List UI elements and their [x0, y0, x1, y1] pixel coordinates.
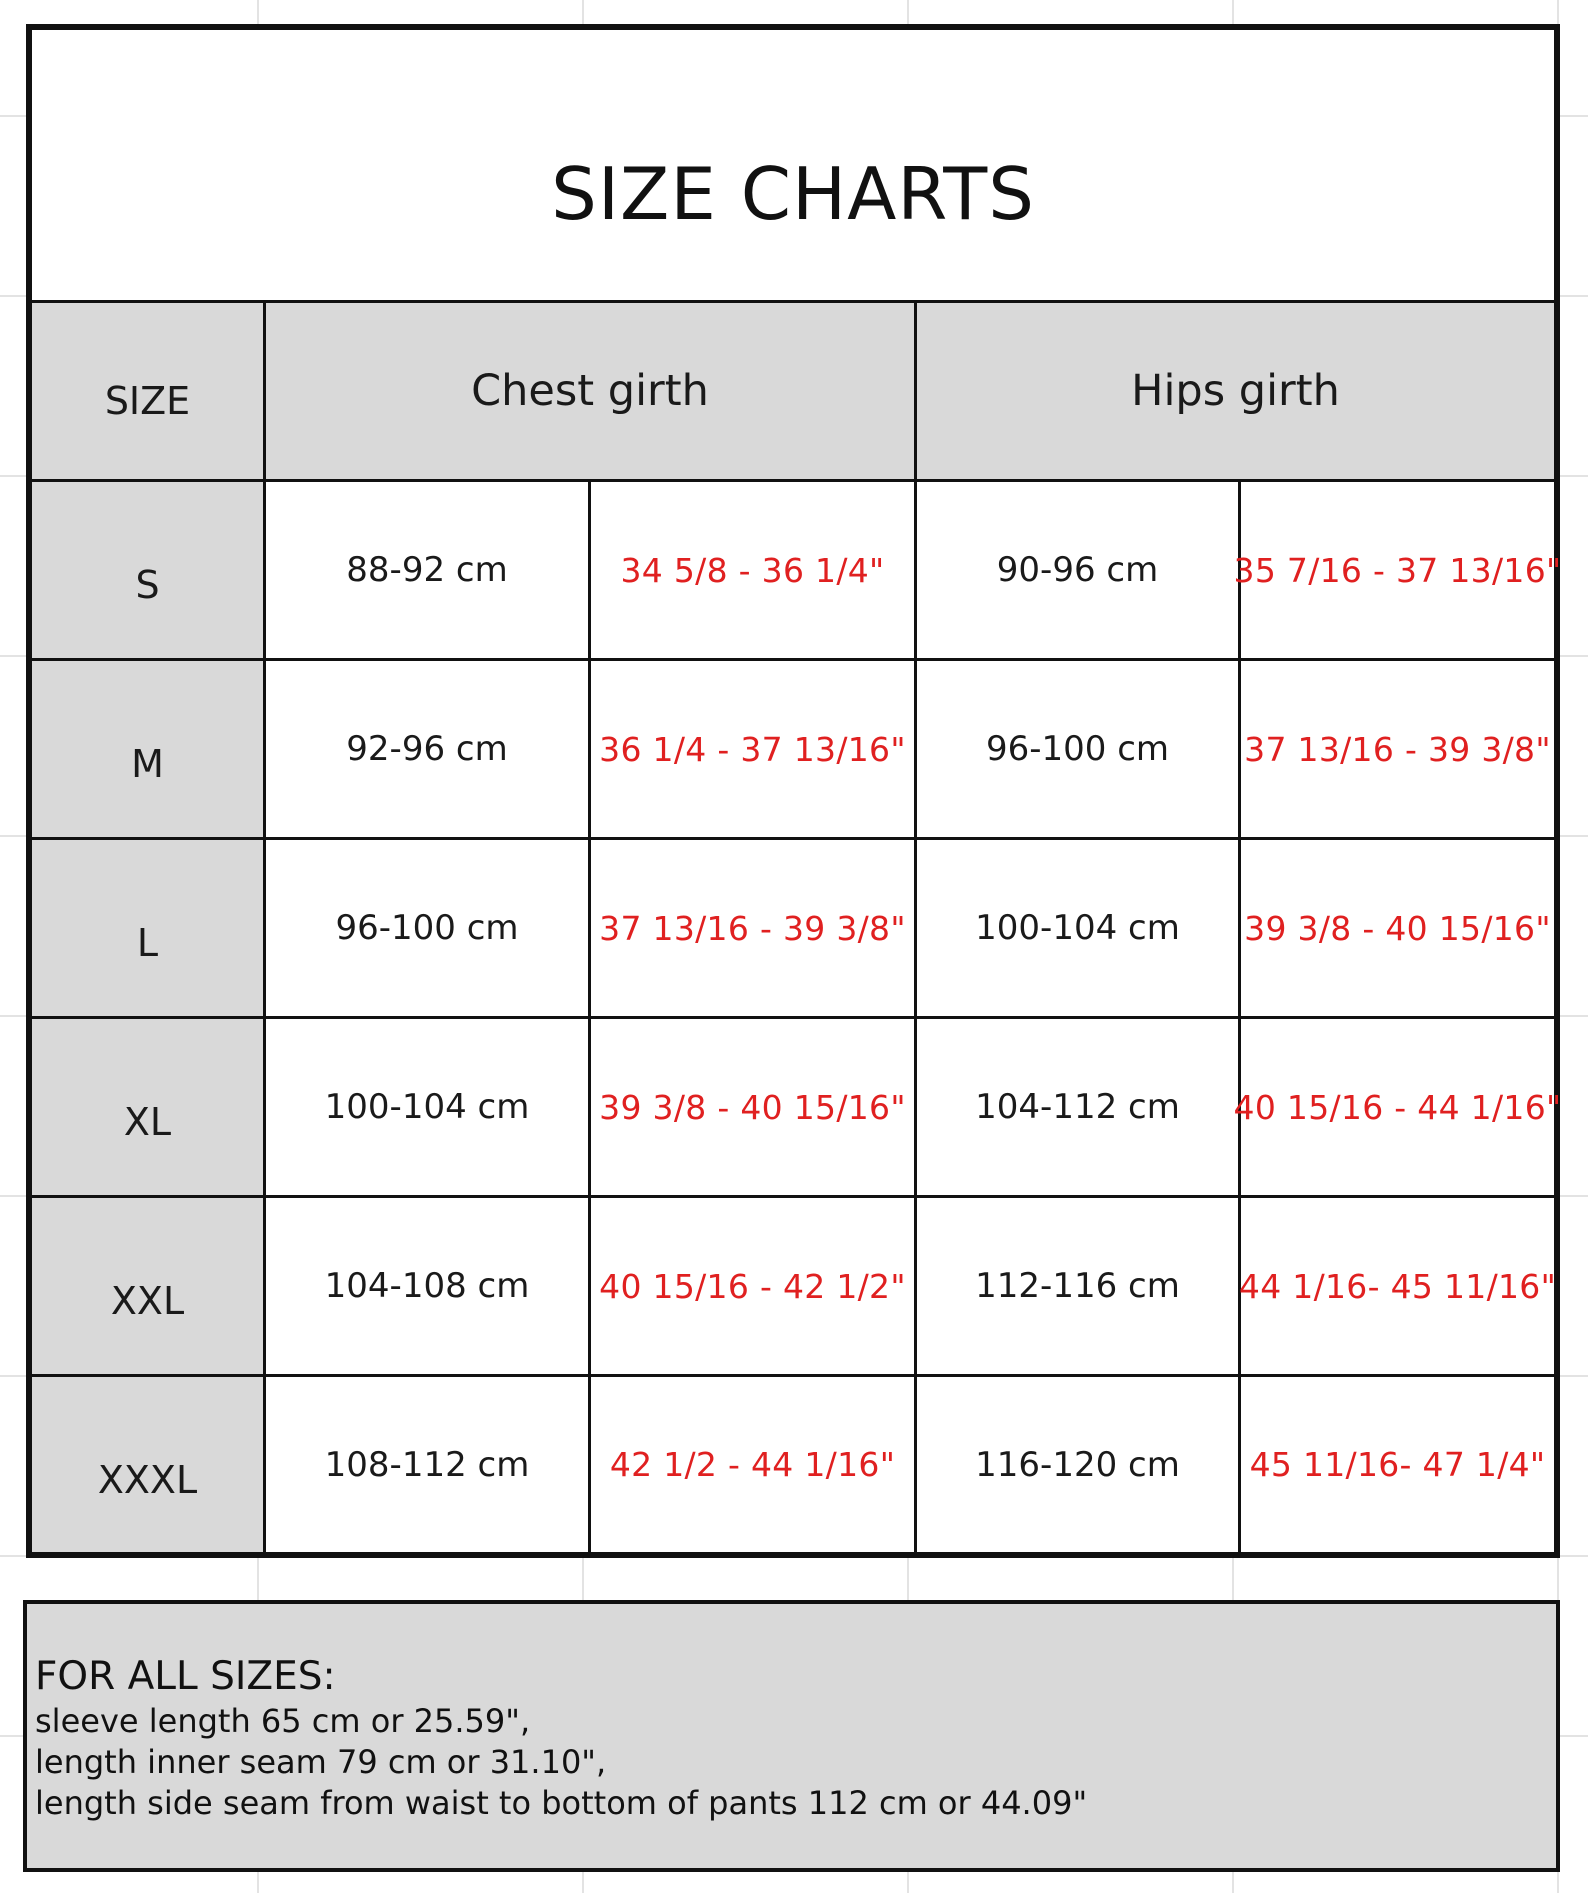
- hips-cm-cell: 96-100 cm: [914, 658, 1241, 840]
- size-cell: S: [29, 479, 266, 661]
- hips-cm-cell: 100-104 cm: [914, 837, 1241, 1019]
- title-band: [32, 30, 1554, 300]
- chest-inch-cell: 34 5/8 - 36 1/4": [588, 479, 917, 661]
- size-cell: M: [29, 658, 266, 840]
- hips-inch-cell: 35 7/16 - 37 13/16": [1238, 479, 1557, 661]
- note-line-side-seam: length side seam from waist to bottom of pants 112 cm or 44.09": [35, 1783, 1088, 1822]
- hips-inch-cell: 39 3/8 - 40 15/16": [1238, 837, 1557, 1019]
- all-sizes-note: [23, 1600, 1560, 1872]
- chest-cm-cell: 104-108 cm: [263, 1195, 591, 1377]
- hips-cm-cell: 104-112 cm: [914, 1016, 1241, 1198]
- hips-inch-cell: 44 1/16- 45 11/16": [1238, 1195, 1557, 1377]
- header-hips-girth: Hips girth: [914, 300, 1557, 482]
- page-title: SIZE CHARTS: [551, 152, 1035, 236]
- hips-inch-cell: 40 15/16 - 44 1/16": [1238, 1016, 1557, 1198]
- chest-cm-cell: 100-104 cm: [263, 1016, 591, 1198]
- hips-cm-cell: 112-116 cm: [914, 1195, 1241, 1377]
- chest-inch-cell: 37 13/16 - 39 3/8": [588, 837, 917, 1019]
- note-line-sleeve: sleeve length 65 cm or 25.59",: [35, 1701, 531, 1740]
- chest-cm-cell: 88-92 cm: [263, 479, 591, 661]
- chest-inch-cell: 36 1/4 - 37 13/16": [588, 658, 917, 840]
- chest-cm-cell: 96-100 cm: [263, 837, 591, 1019]
- size-cell: XL: [29, 1016, 266, 1198]
- chest-inch-cell: 39 3/8 - 40 15/16": [588, 1016, 917, 1198]
- size-chart-sheet: [26, 24, 1560, 1558]
- hips-cm-cell: 116-120 cm: [914, 1374, 1241, 1555]
- note-heading: FOR ALL SIZES:: [35, 1654, 336, 1699]
- chest-inch-cell: 42 1/2 - 44 1/16": [588, 1374, 917, 1555]
- size-cell: L: [29, 837, 266, 1019]
- hips-inch-cell: 37 13/16 - 39 3/8": [1238, 658, 1557, 840]
- chest-cm-cell: 108-112 cm: [263, 1374, 591, 1555]
- header-chest-girth: Chest girth: [263, 300, 917, 482]
- header-size: SIZE: [29, 300, 266, 482]
- chest-cm-cell: 92-96 cm: [263, 658, 591, 840]
- size-cell: XXXL: [29, 1374, 266, 1555]
- hips-inch-cell: 45 11/16- 47 1/4": [1238, 1374, 1557, 1555]
- note-line-inner-seam: length inner seam 79 cm or 31.10",: [35, 1742, 607, 1781]
- chest-inch-cell: 40 15/16 - 42 1/2": [588, 1195, 917, 1377]
- hips-cm-cell: 90-96 cm: [914, 479, 1241, 661]
- size-cell: XXL: [29, 1195, 266, 1377]
